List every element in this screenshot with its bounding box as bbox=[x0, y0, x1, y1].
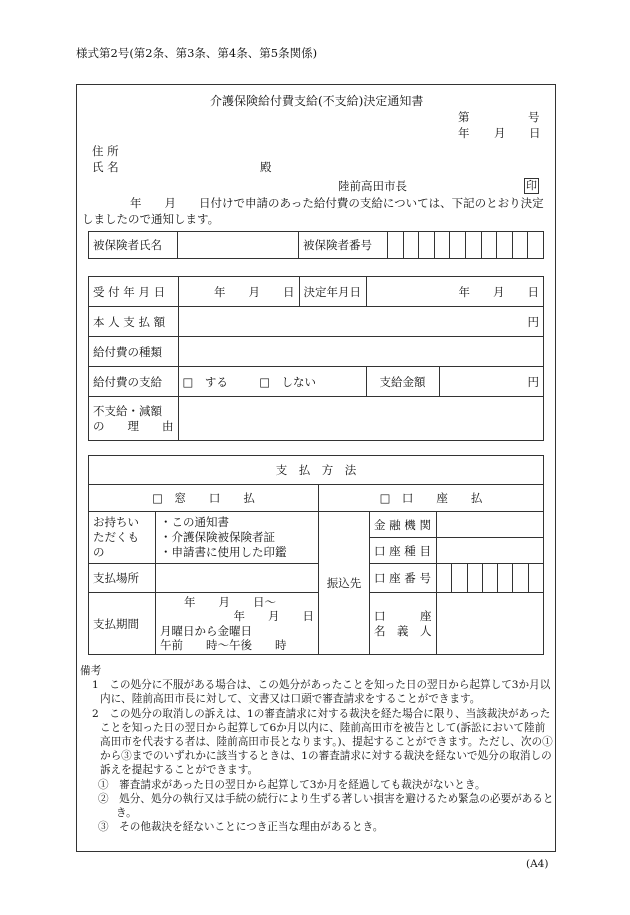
remarks-item-1: 1 この処分に不服がある場合は、この処分があったことを知った日の翌日から起算して3か月以内に、陸前高田市長に対して、文書又は口頭で審査請求をすることができます。 bbox=[92, 679, 551, 706]
period-line-2: 年 月 日 bbox=[233, 609, 314, 623]
account-number-boxes bbox=[437, 564, 544, 593]
digit-box bbox=[419, 232, 435, 259]
bring-label-line-1: お持ちい bbox=[93, 515, 139, 529]
received-date-value: 年 月 日 bbox=[178, 277, 299, 307]
period-label: 支払期間 bbox=[89, 593, 156, 655]
received-date-label: 受 付 年 月 日 bbox=[89, 277, 179, 307]
digit-box bbox=[468, 564, 483, 592]
payment-heading: 支 払 方 法 bbox=[89, 456, 544, 485]
remarks-sub-3: ③ その他裁決を経ないことにつき正当な理由があるとき。 bbox=[98, 821, 384, 834]
digit-box bbox=[483, 564, 498, 592]
paper-size: (A4) bbox=[526, 858, 549, 870]
digit-box bbox=[513, 564, 528, 592]
benefit-type-label: 給付費の種類 bbox=[89, 337, 179, 367]
insured-table bbox=[88, 231, 544, 259]
reason-label-line-1: 不支給・減額 bbox=[93, 403, 162, 418]
place-value bbox=[156, 564, 319, 593]
digit-box bbox=[452, 564, 467, 592]
form-id: 様式第2号(第2条、第3条、第4条、第5条関係) bbox=[76, 46, 318, 60]
reason-value bbox=[178, 397, 544, 441]
insured-name-label: 被保険者氏名 bbox=[89, 232, 178, 259]
digit-box bbox=[403, 232, 419, 259]
option-yes: □ する bbox=[182, 374, 228, 389]
remarks-sub-1: ① 審査請求があった日の翌日から起算して3か月を経過しても裁決がないとき。 bbox=[98, 778, 486, 791]
bring-label bbox=[89, 512, 156, 564]
option-no: □ しない bbox=[259, 374, 317, 389]
holder-label bbox=[370, 593, 437, 655]
date-day: 日 bbox=[529, 126, 541, 140]
decision-date-value: 年 月 日 bbox=[366, 277, 544, 307]
date-year: 年 bbox=[458, 126, 470, 140]
decision-table bbox=[88, 276, 544, 441]
digit-box bbox=[528, 232, 544, 259]
number-go: 号 bbox=[528, 110, 540, 124]
digit-box bbox=[388, 232, 404, 259]
insured-number-label: 被保険者番号 bbox=[299, 232, 388, 259]
account-payment: □ 口 座 払 bbox=[319, 485, 544, 512]
place-label: 支払場所 bbox=[89, 564, 156, 593]
digit-box bbox=[465, 232, 481, 259]
bring-item-2: ・介護保険被保険者証 bbox=[160, 530, 275, 544]
bring-item-3: ・申請書に使用した印鑑 bbox=[160, 545, 287, 559]
holder-label-line-1: 口 座 bbox=[374, 608, 432, 623]
digit-box bbox=[450, 232, 466, 259]
holder-value bbox=[437, 593, 544, 655]
remarks bbox=[80, 664, 554, 834]
insured-name-value bbox=[178, 232, 299, 259]
benefit-type-value bbox=[178, 337, 544, 367]
self-pay-value: 円 bbox=[178, 307, 544, 337]
intro-line-1: 年 月 日付けで申請のあった給付費の支給については、下記のとおり決定 bbox=[130, 196, 544, 210]
remarks-item-2: 2 この処分の取消しの訴えは、1の審査請求に対する裁決を経た場合に限り、当該裁決があったことを知った日の翌日から起算して6か月以内に、陸前高田市を被告として(訴訟において陸前高田市を代表する者は、陸前高田市長となります。)、提起することができます。ただし、次の①から③までのいずれかに該当するときは、1の審査請求に対する裁決を経ないで処分の取消しの訴えを提起することができます。 bbox=[92, 707, 553, 777]
period-line-4: 午前 時～午後 時 bbox=[160, 638, 287, 652]
period-line-3: 月曜日から金曜日 bbox=[160, 623, 252, 638]
account-number-label: 口 座 番 号 bbox=[370, 564, 437, 593]
window-payment: □ 窓 口 払 bbox=[89, 485, 319, 512]
address-label: 住 所 bbox=[92, 144, 119, 158]
reason-label bbox=[89, 397, 179, 441]
bring-item-1: ・この通知書 bbox=[160, 515, 229, 529]
remarks-heading: 備考 bbox=[80, 665, 102, 677]
digit-box bbox=[512, 232, 528, 259]
period-value bbox=[156, 593, 319, 655]
issuer-name: 陸前高田市長 bbox=[338, 179, 407, 193]
digit-box bbox=[434, 232, 450, 259]
bring-label-line-3: の bbox=[93, 545, 105, 559]
transfer-to-label: 振込先 bbox=[319, 512, 370, 655]
period-line-1: 年 月 日～ bbox=[184, 594, 276, 609]
self-pay-label: 本 人 支 払 額 bbox=[89, 307, 179, 337]
seal-mark: 印 bbox=[526, 179, 537, 192]
remarks-sub-2: ② 処分、処分の執行又は手続の続行により生ずる著しい損害を避けるため緊急の必要があるとき。 bbox=[98, 792, 554, 820]
digit-box bbox=[437, 564, 452, 592]
date-month: 月 bbox=[494, 126, 506, 140]
reason-label-line-2: の 理 由 bbox=[93, 418, 174, 433]
honorific: 殿 bbox=[260, 160, 272, 174]
intro-line-2: しましたので通知します。 bbox=[82, 212, 220, 226]
account-type-value bbox=[437, 538, 544, 564]
number-dai: 第 bbox=[458, 110, 470, 124]
document-title: 介護保険給付費支給(不支給)決定通知書 bbox=[210, 94, 424, 108]
payment-amount-value: 円 bbox=[439, 367, 544, 397]
name-label: 氏 名 bbox=[92, 160, 119, 174]
bank-value bbox=[437, 512, 544, 538]
bank-label: 金 融 機 関 bbox=[370, 512, 437, 538]
bring-items bbox=[156, 512, 319, 564]
payment-amount-label: 支給金額 bbox=[366, 367, 439, 397]
digit-box bbox=[529, 564, 543, 592]
digit-box bbox=[498, 564, 513, 592]
decision-date-label: 決定年月日 bbox=[299, 277, 366, 307]
digit-box bbox=[497, 232, 513, 259]
digit-box bbox=[481, 232, 497, 259]
holder-label-line-2: 名 義 人 bbox=[374, 623, 432, 638]
payment-table bbox=[88, 455, 544, 655]
benefit-payment-label: 給付費の支給 bbox=[89, 367, 179, 397]
account-type-label: 口 座 種 目 bbox=[370, 538, 437, 564]
bring-label-line-2: ただくも bbox=[93, 530, 139, 544]
benefit-payment-options bbox=[178, 367, 366, 397]
